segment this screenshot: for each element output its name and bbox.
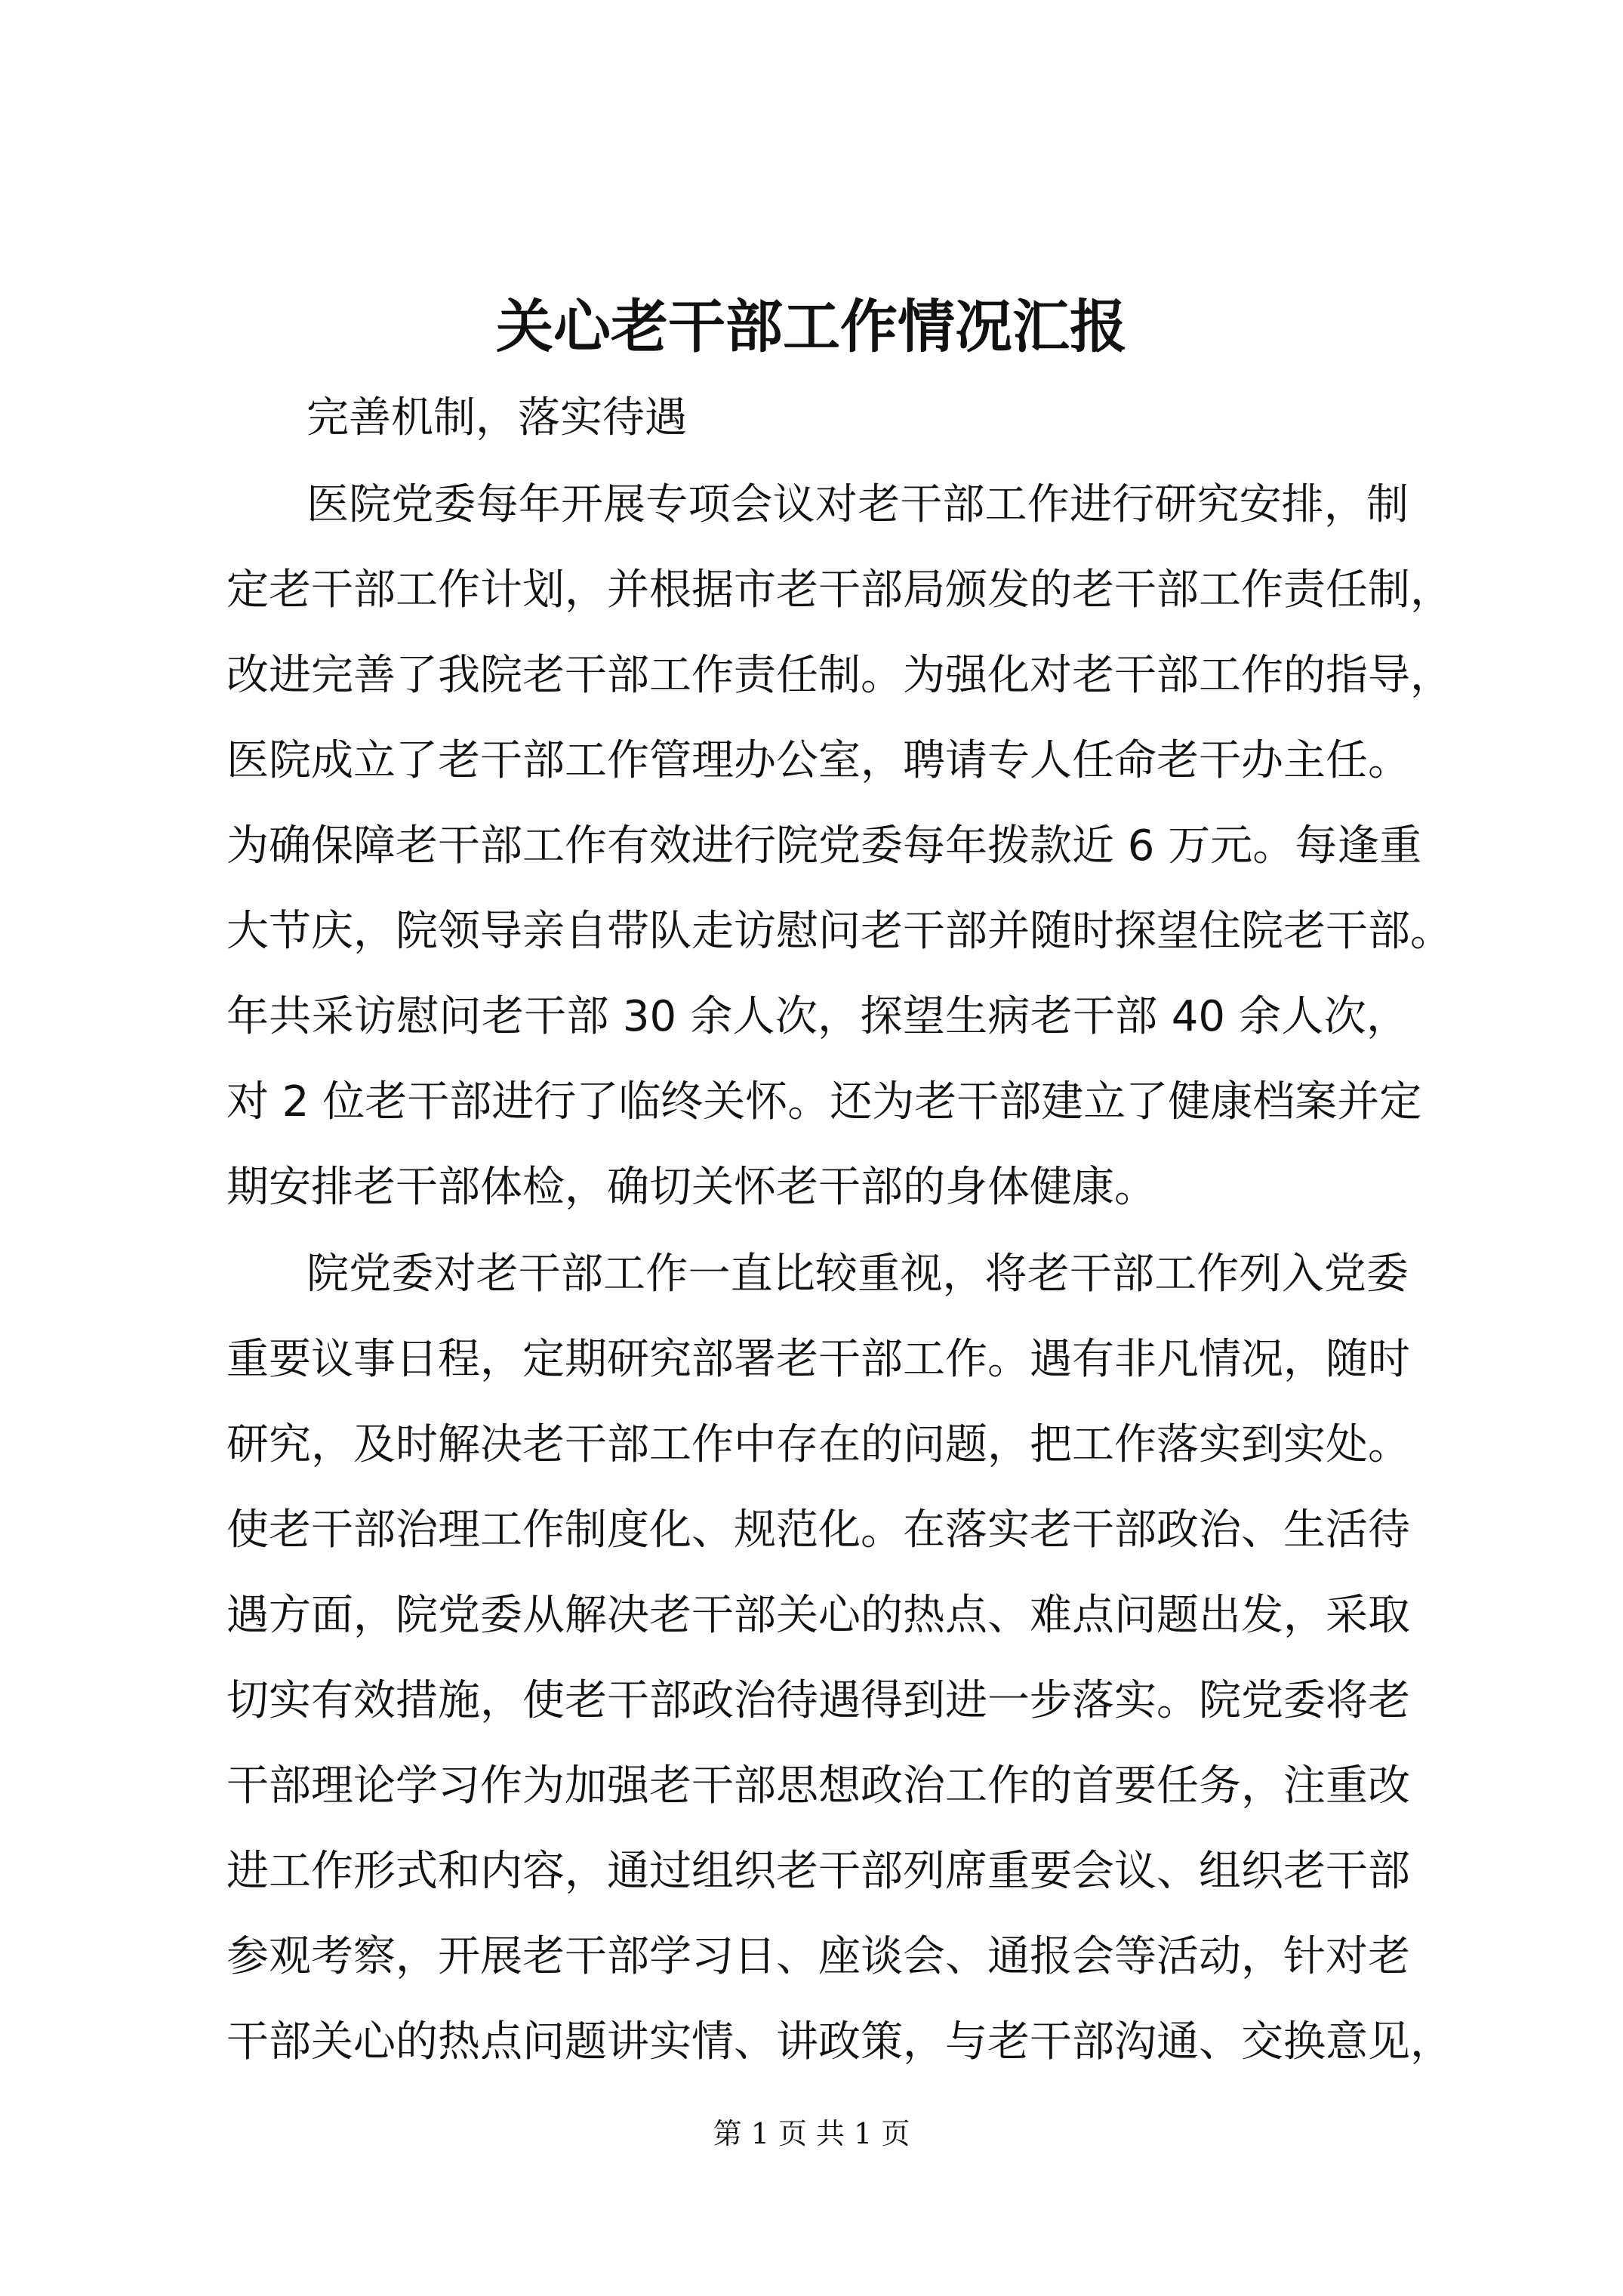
document-title: 关心老干部工作情况汇报 xyxy=(496,293,1127,360)
paragraph-line: 使老干部治理工作制度化、规范化。在落实老干部政治、生活待 xyxy=(226,1505,1410,1555)
paragraph-line: 医院成立了老干部工作管理办公室，聘请专人任命老干办主任。 xyxy=(226,736,1410,785)
paragraph-line: 年共采访慰问老干部 30 余人次，探望生病老干部 40 余人次， xyxy=(226,992,1409,1041)
paragraph-line: 研究，及时解决老干部工作中存在的问题，把工作落实到实处。 xyxy=(226,1420,1410,1469)
paragraph-line: 切实有效措施，使老干部政治待遇得到进一步落实。院党委将老 xyxy=(226,1676,1410,1725)
paragraph-line: 为确保障老干部工作有效进行院党委每年拨款近 6 万元。每逢重 xyxy=(226,821,1422,871)
paragraph-line: 参观考察，开展老干部学习日、座谈会、通报会等活动，针对老 xyxy=(226,1932,1410,1981)
paragraph-line: 医院党委每年开展专项会议对老干部工作进行研究安排，制 xyxy=(306,480,1409,529)
paragraph-line: 干部关心的热点问题讲实情、讲政策，与老干部沟通、交换意见， xyxy=(226,2017,1452,2066)
page-footer: 第 1 页 共 1 页 xyxy=(713,2117,910,2150)
section-heading: 完善机制，落实待遇 xyxy=(306,393,687,442)
paragraph-line: 遇方面，院党委从解决老干部关心的热点、难点问题出发，采取 xyxy=(226,1591,1410,1640)
paragraph-line: 院党委对老干部工作一直比较重视，将老干部工作列入党委 xyxy=(306,1250,1409,1299)
paragraph-line: 对 2 位老干部进行了临终关怀。还为老干部建立了健康档案并定 xyxy=(226,1077,1422,1126)
paragraph-line: 定老干部工作计划，并根据市老干部局颁发的老干部工作责任制， xyxy=(226,566,1452,615)
paragraph-line: 大节庆，院领导亲自带队走访慰问老干部并随时探望住院老干部。 xyxy=(226,907,1452,956)
paragraph-line: 改进完善了我院老干部工作责任制。为强化对老干部工作的指导， xyxy=(226,651,1452,700)
paragraph-line: 进工作形式和内容，通过组织老干部列席重要会议、组织老干部 xyxy=(226,1847,1410,1896)
paragraph-line: 重要议事日程，定期研究部署老干部工作。遇有非凡情况，随时 xyxy=(226,1335,1410,1384)
paragraph-line: 期安排老干部体检，确切关怀老干部的身体健康。 xyxy=(226,1163,1156,1212)
paragraph-line: 干部理论学习作为加强老干部思想政治工作的首要任务，注重改 xyxy=(226,1761,1410,1811)
